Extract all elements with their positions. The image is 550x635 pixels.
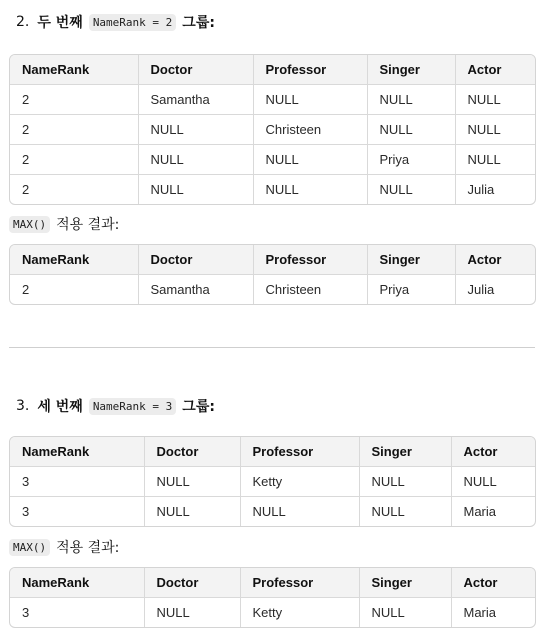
- table-cell: NULL: [144, 598, 240, 628]
- table-cell: Samantha: [138, 85, 253, 115]
- table-header-row: [10, 55, 535, 85]
- table-cell: NULL: [367, 85, 455, 115]
- table-cell: NULL: [367, 115, 455, 145]
- table-row: [10, 115, 535, 145]
- table-cell: NULL: [138, 175, 253, 205]
- table-cell: NULL: [240, 497, 359, 527]
- table-header-row: [10, 568, 535, 598]
- label-text: 적용 결과:: [56, 217, 120, 233]
- table-cell: 2: [10, 275, 138, 305]
- table-cell: NULL: [138, 145, 253, 175]
- list-number: 3.: [16, 398, 30, 414]
- table-cell: NULL: [359, 467, 451, 497]
- table-cell: NULL: [144, 467, 240, 497]
- heading-title: 세 번째: [37, 399, 83, 415]
- table-cell: NULL: [451, 467, 535, 497]
- inline-code: NameRank = 3: [89, 398, 176, 415]
- column-header: NameRank: [10, 437, 144, 467]
- table-header-row: [10, 245, 535, 275]
- column-header: Doctor: [144, 568, 240, 598]
- table-row: [10, 175, 535, 205]
- table-cell: NULL: [455, 145, 535, 175]
- column-header: Doctor: [138, 55, 253, 85]
- heading-suffix: 그룹:: [182, 399, 215, 415]
- table-row: [10, 85, 535, 115]
- table-cell: Ketty: [240, 467, 359, 497]
- table-cell: 2: [10, 175, 138, 205]
- list-number: 2.: [16, 14, 30, 30]
- table-cell: NULL: [455, 115, 535, 145]
- table-cell: NULL: [367, 175, 455, 205]
- table-cell: 3: [10, 497, 144, 527]
- max-result-label: [9, 537, 119, 557]
- table-cell: Julia: [467, 182, 495, 197]
- table-cell: NULL: [138, 115, 253, 145]
- table-row: [10, 598, 535, 628]
- table-row: [10, 497, 535, 527]
- group-3-result-table: [9, 567, 536, 628]
- column-header: Actor: [451, 568, 535, 598]
- column-header: Professor: [253, 245, 367, 275]
- table-header-row: [10, 437, 535, 467]
- table-cell: Ketty: [240, 598, 359, 628]
- column-header: Doctor: [138, 245, 253, 275]
- column-header: Actor: [455, 245, 535, 275]
- column-header: NameRank: [10, 55, 138, 85]
- table-cell: NULL: [359, 497, 451, 527]
- group-3-table: [9, 436, 536, 527]
- table-cell: NULL: [359, 598, 451, 628]
- column-header: Singer: [367, 55, 455, 85]
- table-row: [10, 467, 535, 497]
- inline-code: MAX(): [9, 539, 50, 556]
- inline-code: MAX(): [9, 216, 50, 233]
- inline-code: NameRank = 2: [89, 14, 176, 31]
- column-header: Professor: [240, 568, 359, 598]
- table-cell: Samantha: [138, 275, 253, 305]
- column-header: Professor: [253, 55, 367, 85]
- table-cell: 3: [10, 467, 144, 497]
- table-row: [10, 145, 535, 175]
- column-header: Doctor: [144, 437, 240, 467]
- column-header: Professor: [240, 437, 359, 467]
- table-cell: Priya: [367, 145, 455, 175]
- table-cell: NULL: [253, 85, 367, 115]
- column-header: Actor: [455, 55, 535, 85]
- table-cell: 2: [10, 145, 138, 175]
- table-cell: NULL: [144, 497, 240, 527]
- table-cell: 3: [10, 598, 144, 628]
- group-2-result-table: [9, 244, 536, 305]
- column-header: NameRank: [10, 245, 138, 275]
- table-row: [10, 275, 535, 305]
- section-2-heading: [16, 12, 215, 32]
- table-cell: NULL: [455, 85, 535, 115]
- horizontal-divider: [9, 347, 535, 348]
- column-header: NameRank: [10, 568, 144, 598]
- column-header: Singer: [367, 245, 455, 275]
- group-2-table: [9, 54, 536, 205]
- heading-suffix: 그룹:: [182, 15, 215, 31]
- table-cell: Maria: [463, 504, 497, 519]
- heading-title: 두 번째: [37, 15, 83, 31]
- column-header: Actor: [451, 437, 535, 467]
- max-result-label: [9, 214, 119, 234]
- table-cell: Maria: [463, 605, 497, 620]
- column-header: Singer: [359, 437, 451, 467]
- table-cell: NULL: [253, 145, 367, 175]
- table-cell: Priya: [367, 275, 455, 305]
- column-header: Singer: [359, 568, 451, 598]
- table-cell: NULL: [253, 175, 367, 205]
- table-cell: Christeen: [253, 275, 367, 305]
- table-cell: 2: [10, 115, 138, 145]
- table-cell: Christeen: [253, 115, 367, 145]
- table-cell: 2: [10, 85, 138, 115]
- label-text: 적용 결과:: [56, 540, 120, 556]
- table-cell: Julia: [467, 282, 495, 297]
- section-3-heading: [16, 396, 215, 416]
